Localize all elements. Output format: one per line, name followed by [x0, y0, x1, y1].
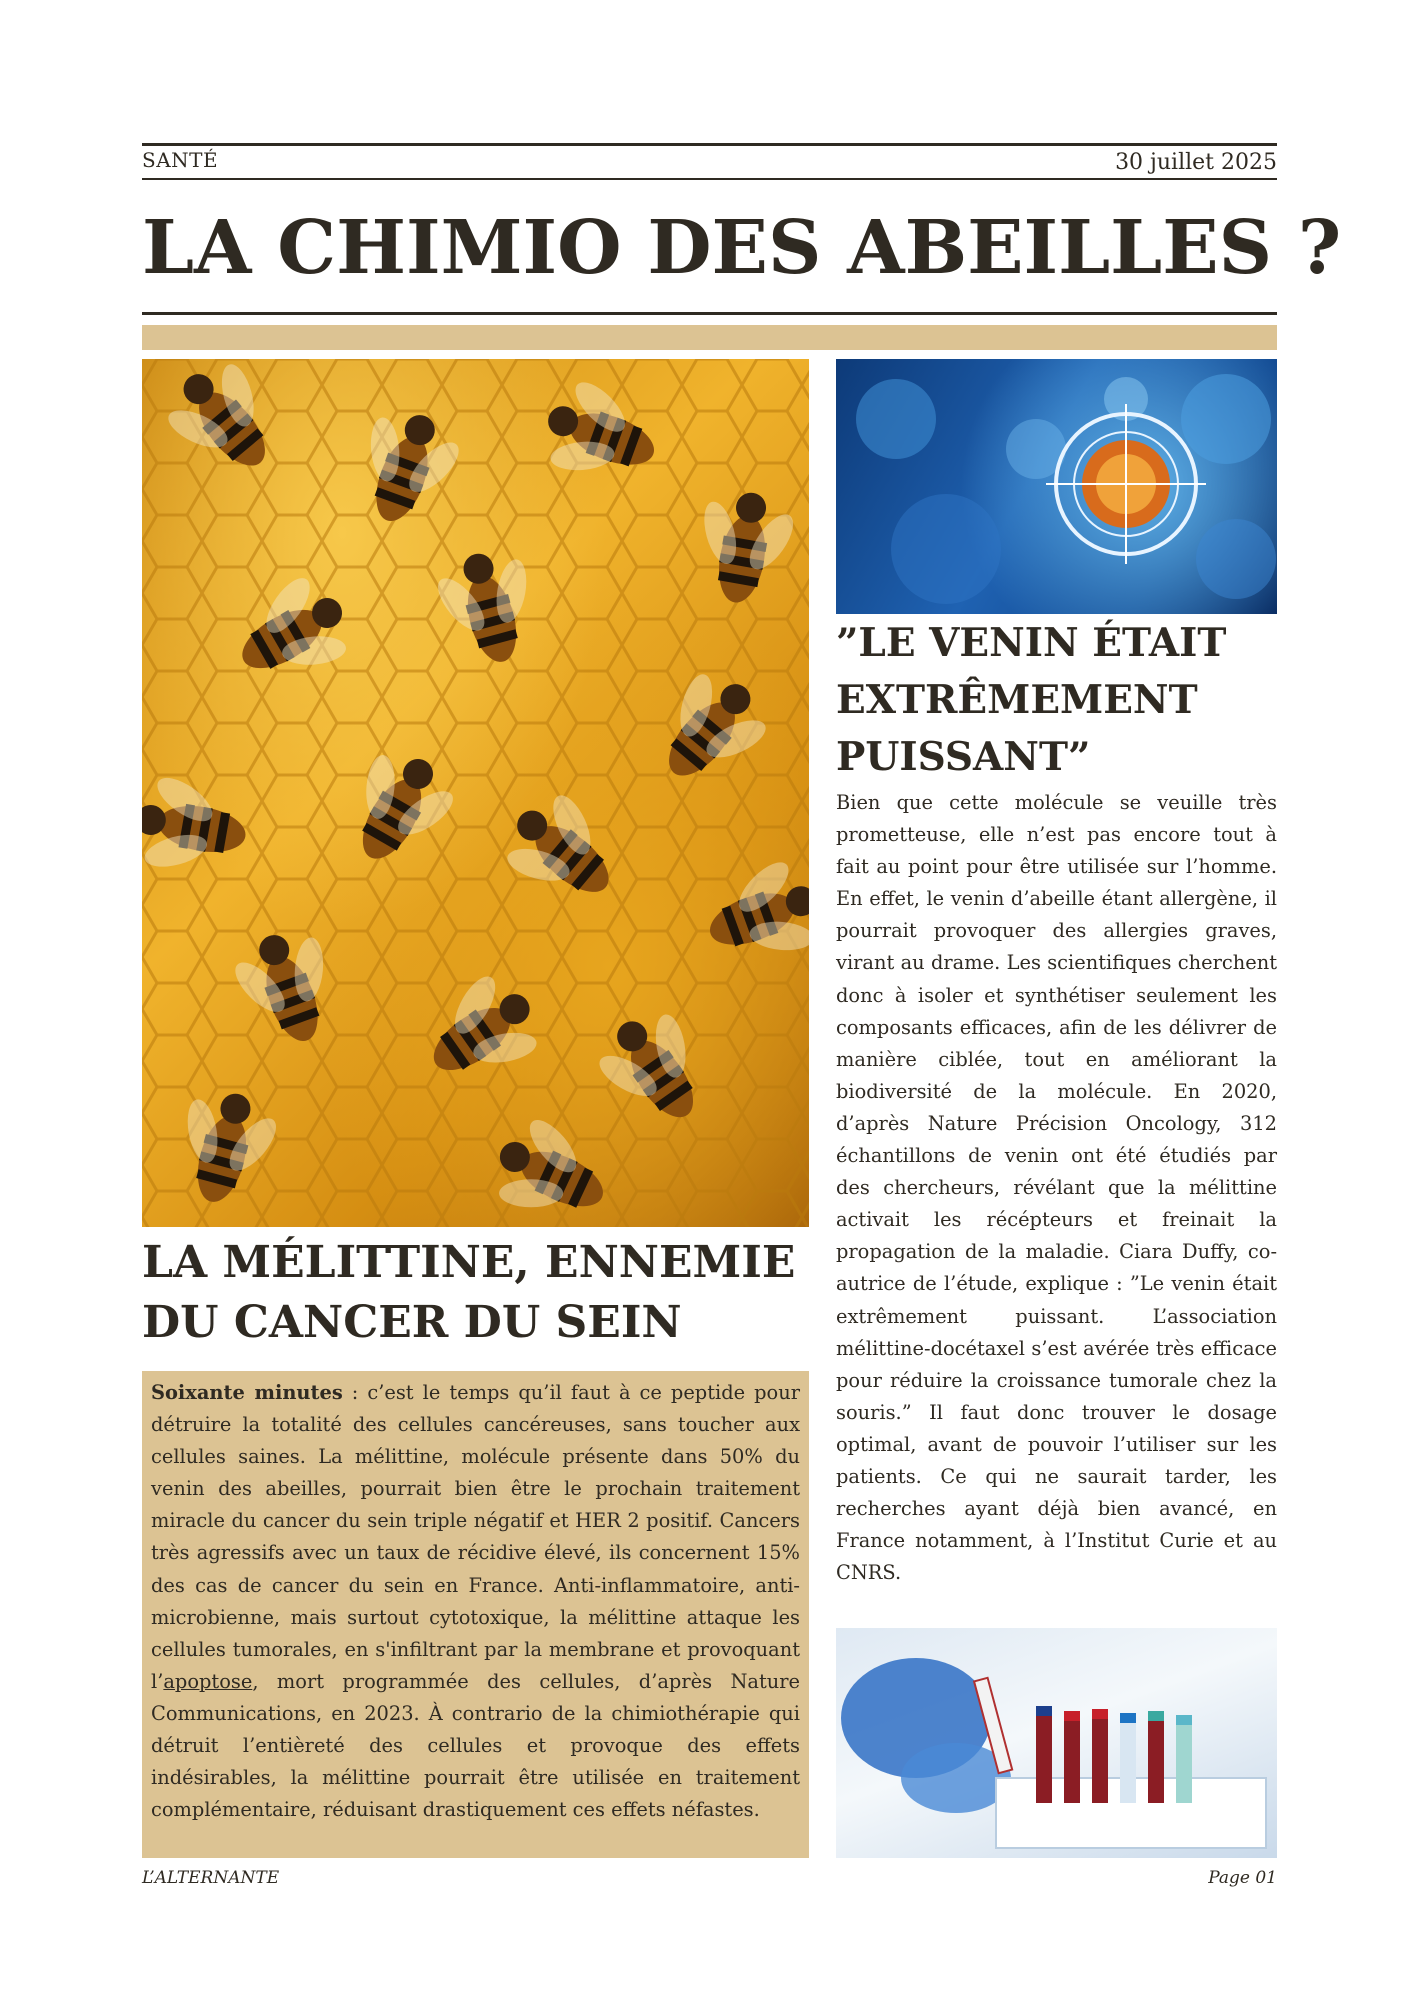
- page-headline: LA CHIMIO DES ABEILLES ?: [142, 205, 1342, 291]
- header-sub-rule: [142, 178, 1277, 180]
- right-article-title: ”LE VENIN ÉTAIT EXTRÊMEMENT PUISSANT”: [836, 620, 1227, 780]
- lab-illustration: [836, 1628, 1277, 1858]
- bees-illustration: [142, 359, 809, 1227]
- left-article-body: [151, 1377, 800, 1826]
- apoptose-link[interactable]: apoptose: [163, 1669, 253, 1693]
- cancer-cells-target-photo: [836, 359, 1277, 614]
- headline-bottom-rule: [142, 312, 1277, 315]
- left-article-text-1: : c’est le temps qu’il faut à ce peptide pour détruire la totalité des cellules cancéreuses, sans toucher aux cellules saines. La mélittine, molécule présente dans 50% du venin des abeilles, pourrait bien être le prochain traitement miracle du cancer du sein triple négatif et HER 2 positif. Cancers très agressifs avec un taux de récidive élevé, ils concernent 15% des cas de cancer du sein en France. Anti-inflammatoire, anti-microbienne, mais surtout cytotoxique, la mélittine attaque les cellules tumorales, en s'infiltrant par la membrane et provoquant l’: [151, 1381, 800, 1693]
- header-top-rule: [142, 143, 1277, 146]
- right-article-body: Bien que cette molécule se veuille très prometteuse, elle n’est pas encore tout à fait au point pour être utilisée sur l’homme. En effet, le venin d’abeille étant allergène, il pourrait provoquer des allergies graves, virant au drame. Les scientifiques cherchent donc à isoler et synthétiser seulement les composants efficaces, afin de les délivrer de manière ciblée, tout en améliorant la biodiversité de la molécule. En 2020, d’après Nature Précision Oncology, 312 échantillons de venin ont été étudiés par des chercheurs, révélant que la mélittine activait les récépteurs et freinait la propagation de la maladie. Ciara Duffy, co-autrice de l’étude, explique : ”Le venin était extrêmement puissant. L’association mélittine-docétaxel s’est avérée très efficace pour réduire la croissance tumorale chez la souris.” Il faut donc trouver le dosage optimal, avant de pouvoir l’utiliser sur les patients. Ce qui ne saurait tarder, les recherches ayant déjà bien avancé, en France notamment, à l’Institut Curie et au CNRS.: [836, 791, 1277, 1585]
- left-article-title: LA MÉLITTINE, ENNEMIE DU CANCER DU SEIN: [142, 1237, 796, 1348]
- page-number: Page 01: [1208, 1868, 1277, 1888]
- bees-honeycomb-photo: [142, 359, 809, 1227]
- lab-test-tubes-photo: [836, 1628, 1277, 1858]
- left-article-text-2: , mort programmée des cellules, d’après Nature Communications, en 2023. À contrario de la chimiothérapie qui détruit l’entièreté des cellules et provoque des effets indésirables, la mélittine pourrait être utilisée en traitement complémentaire, réduisant drastiquement ces effets néfastes.: [151, 1669, 800, 1822]
- left-article-lead: Soixante minutes: [151, 1381, 343, 1404]
- publication-name: L’ALTERNANTE: [142, 1868, 280, 1888]
- left-article-box: [142, 1371, 809, 1858]
- issue-date: 30 juillet 2025: [1115, 150, 1277, 175]
- cells-illustration: [836, 359, 1277, 614]
- section-label: SANTÉ: [142, 148, 219, 172]
- accent-band: [142, 325, 1277, 350]
